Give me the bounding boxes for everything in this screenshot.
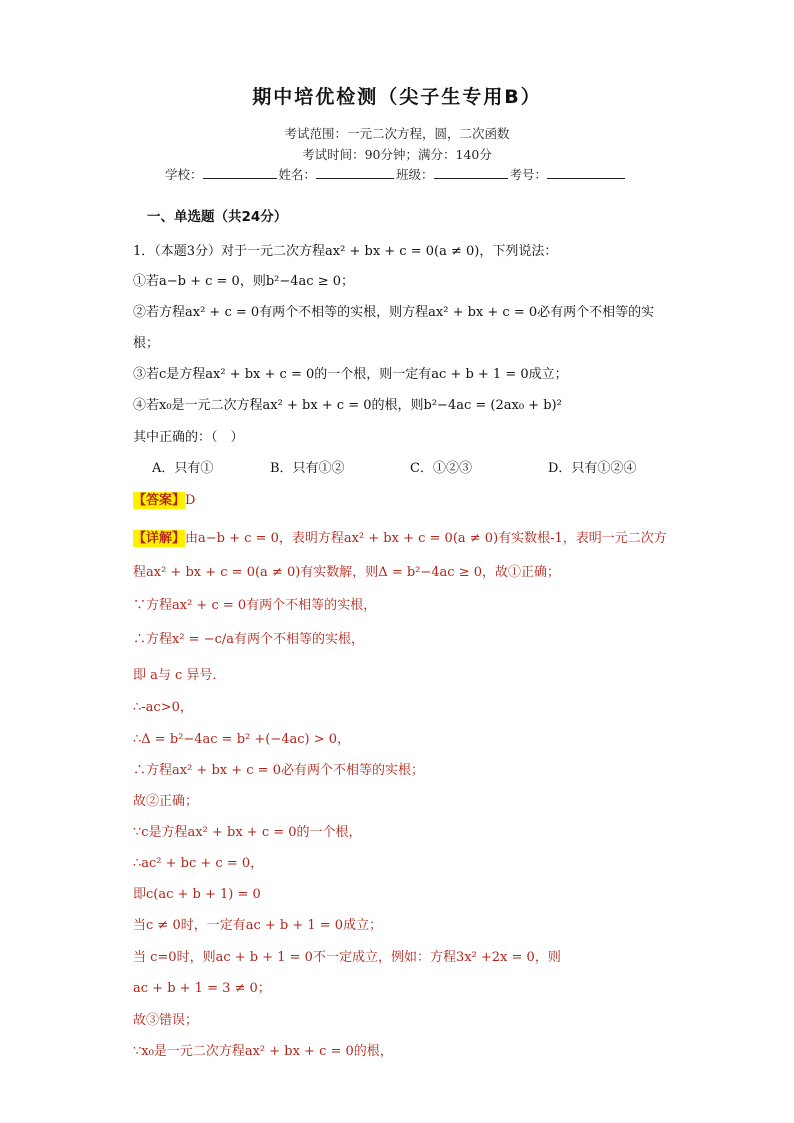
name-blank[interactable] [316,164,394,179]
detail-line: 当 c=0时，则ac + b + 1 = 0不一定成立，例如：方程3x² +2x = 0，则 [133,950,561,965]
detail-line: 故②正确； [133,794,199,809]
school-blank[interactable] [203,164,277,179]
class-label: 班级： [396,167,434,182]
number-label: 考号： [509,167,548,182]
answer-row [133,489,195,508]
detail-tag: 【详解】 [133,531,186,546]
detail-line: ∴方程x² = −c/a有两个不相等的实根， [133,632,365,647]
statement-3: ③若c是方程ax² + bx + c = 0的一个根，则一定有ac + b + 1 = 0成立； [133,367,568,382]
statement-1: ①若a−b + c = 0，则b²−4ac ≥ 0； [133,274,354,289]
student-info-fields [165,164,627,183]
statement-2: ②若方程ax² + c = 0有两个不相等的实根，则方程ax² + bx + c = 0必有两个不相等的实 [133,305,655,320]
detail-line: ∵方程ax² + c = 0有两个不相等的实根， [133,598,377,613]
detail-line: ∵x₀是一元二次方程ax² + bx + c = 0的根， [133,1044,393,1059]
detail-line: ∴ac² + bc + c = 0， [133,856,264,871]
answer-tag: 【答案】 [133,493,186,508]
detail-line: ∵c是方程ax² + bx + c = 0的一个根， [133,825,362,840]
detail-line: ∴方程ax² + bx + c = 0必有两个不相等的实根； [133,763,424,778]
detail-line: ac + b + 1 = 3 ≠ 0； [133,981,271,996]
page-title: 期中培优检测（尖子生专用B） [252,86,542,108]
number-blank[interactable] [547,164,625,179]
question-ask: 其中正确的：（ ） [133,430,244,445]
statement-2-cont: 根； [133,336,160,351]
option-b: B．只有①② [270,461,345,476]
exam-time: 考试时间：90分钟；满分：140分 [302,147,492,162]
detail-text: 由a−b + c = 0，表明方程ax² + bx + c = 0(a ≠ 0)有实数根-1，表明一元二次方 [185,531,667,546]
question-stem: 1．（本题3分）对于一元二次方程ax² + bx + c = 0(a ≠ 0)，下列说法： [133,244,558,259]
detail-line: ∴-ac>0， [133,700,193,715]
school-label: 学校： [165,167,203,182]
answer-value: D [185,493,196,508]
detail-line: 故③错误； [133,1013,199,1028]
detail-line: ∴Δ = b²−4ac = b² +(−4ac) > 0， [133,732,351,747]
detail-line: 当c ≠ 0时，一定有ac + b + 1 = 0成立； [133,918,383,933]
section-heading: 一、单选题（共24分） [147,209,288,225]
option-d: D．只有①②④ [548,461,637,476]
detail-line: 程ax² + bx + c = 0(a ≠ 0)有实数解，则Δ = b²−4ac ≥ 0，故①正确； [133,565,560,580]
detail-line [133,527,667,546]
detail-line: 即c(ac + b + 1) = 0 [133,887,261,902]
option-a: A．只有① [152,461,214,476]
name-label: 姓名： [278,167,317,182]
exam-scope: 考试范围：一元二次方程，圆，二次函数 [284,126,510,141]
option-c: C．①②③ [410,461,472,476]
statement-4: ④若x₀是一元二次方程ax² + bx + c = 0的根，则b²−4ac = (2ax₀ + b)² [133,398,562,413]
detail-line: 即 a与 c 异号． [133,668,226,683]
class-blank[interactable] [434,164,508,179]
